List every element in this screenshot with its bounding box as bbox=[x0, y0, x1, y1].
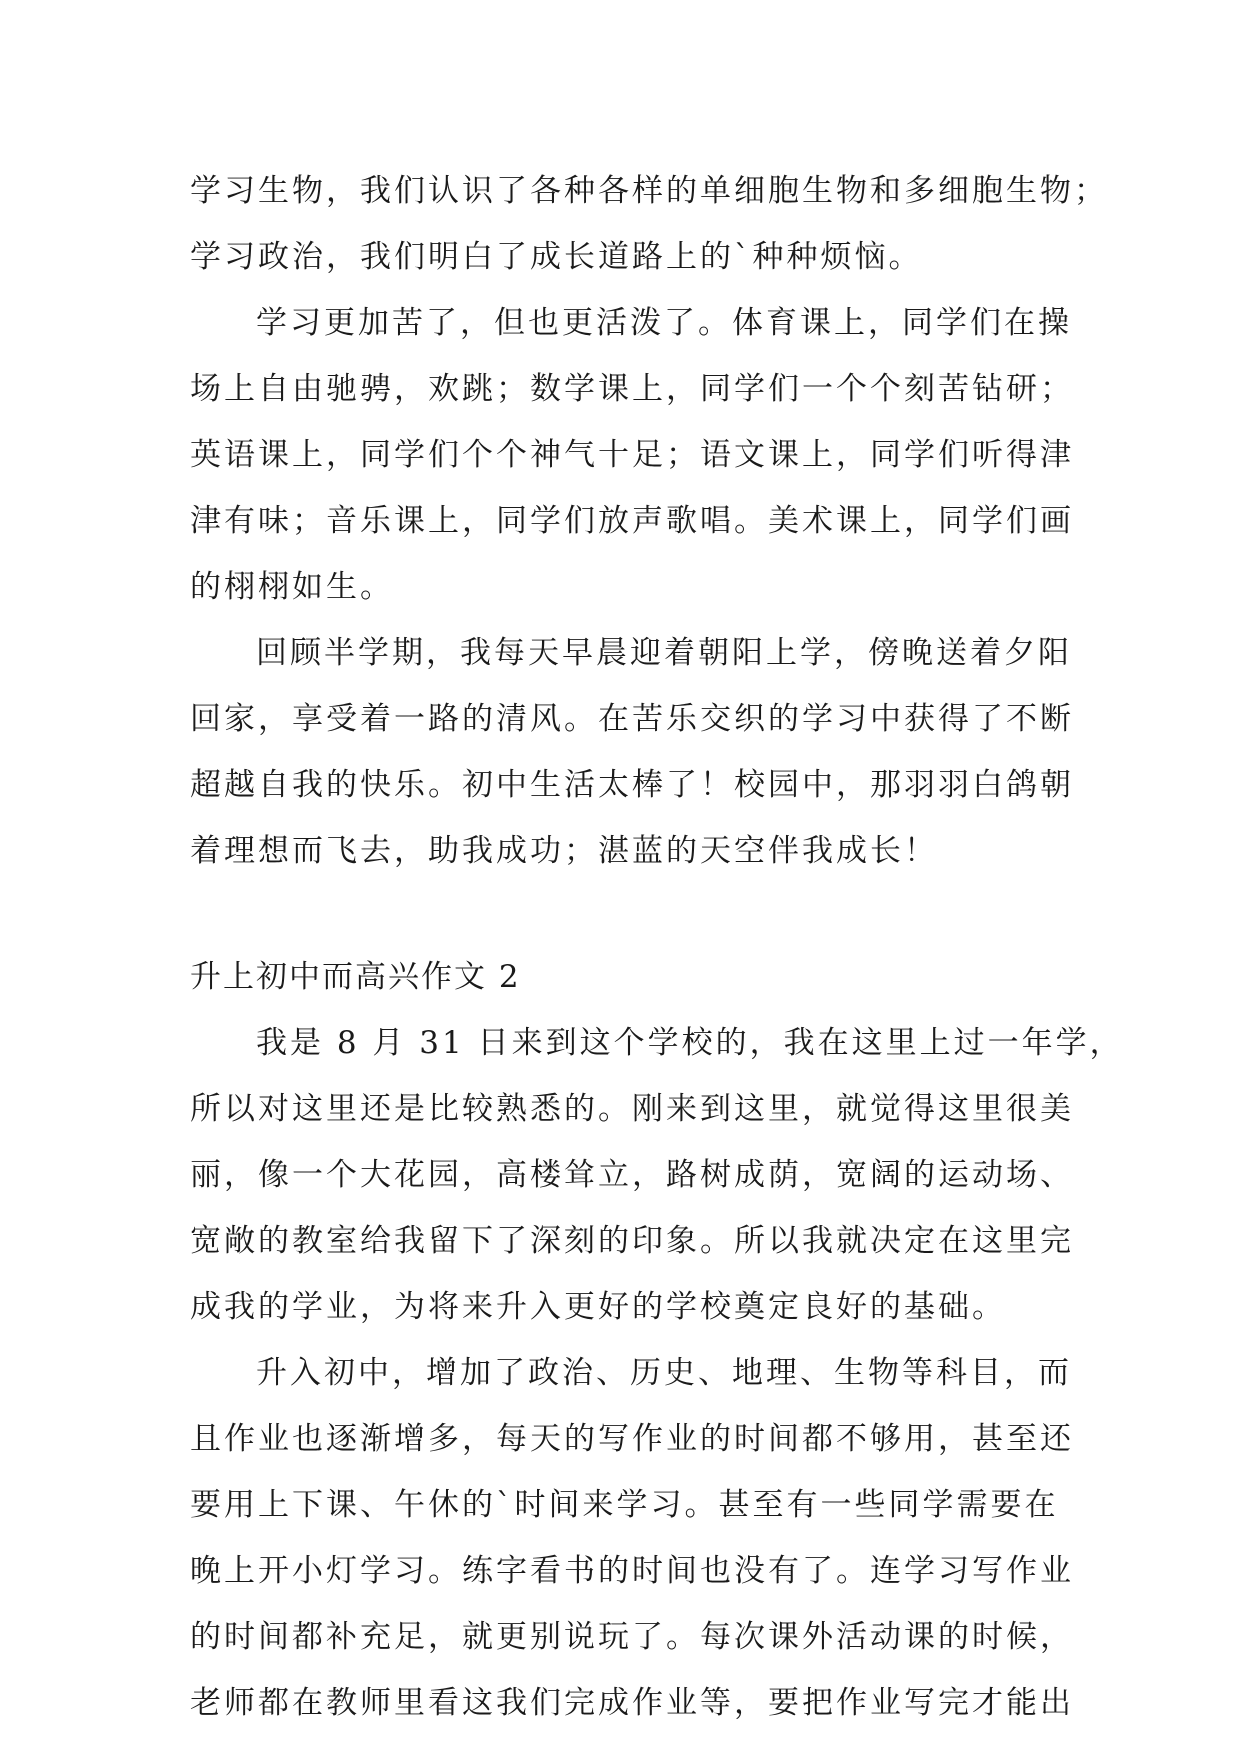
text-line: 的时间都补充足，就更别说玩了。每次课外活动课的时候， bbox=[190, 1619, 1074, 1655]
text-line: 超越自我的快乐。初中生活太棒了！校园中，那羽羽白鸽朝 bbox=[190, 767, 1074, 803]
text-line: 学习更加苦了，但也更活泼了。体育课上，同学们在操 bbox=[256, 305, 1072, 341]
paragraph-3 bbox=[190, 620, 1074, 884]
paragraph-1 bbox=[190, 158, 1108, 290]
text-line: 的栩栩如生。 bbox=[190, 569, 394, 605]
paragraph-4 bbox=[190, 1010, 1124, 1340]
text-line: 场上自由驰骋，欢跳；数学课上，同学们一个个刻苦钻研； bbox=[190, 371, 1074, 407]
text-line: 回顾半学期，我每天早晨迎着朝阳上学，傍晚送着夕阳 bbox=[256, 635, 1072, 671]
text-line: 丽，像一个大花园，高楼耸立，路树成荫，宽阔的运动场、 bbox=[190, 1157, 1074, 1193]
text-line: 所以对这里还是比较熟悉的。刚来到这里，就觉得这里很美 bbox=[190, 1091, 1074, 1127]
paragraph-2 bbox=[190, 290, 1074, 620]
text-line: 学习生物，我们认识了各种各样的单细胞生物和多细胞生物； bbox=[190, 173, 1108, 209]
text-line: 着理想而飞去，助我成功；湛蓝的天空伴我成长！ bbox=[190, 833, 938, 869]
text-line: 升入初中，增加了政治、历史、地理、生物等科目，而 bbox=[256, 1355, 1072, 1391]
document-body bbox=[190, 158, 1124, 1736]
text-line: 回家，享受着一路的清风。在苦乐交织的学习中获得了不断 bbox=[190, 701, 1074, 737]
text-line: 学习政治，我们明白了成长道路上的`种种烦恼。 bbox=[190, 239, 923, 275]
text-line: 且作业也逐渐增多，每天的写作业的时间都不够用，甚至还 bbox=[190, 1421, 1074, 1457]
text-line: 宽敞的教室给我留下了深刻的印象。所以我就决定在这里完 bbox=[190, 1223, 1074, 1259]
text-line: 晚上开小灯学习。练字看书的时间也没有了。连学习写作业 bbox=[190, 1553, 1074, 1589]
paragraph-5 bbox=[190, 1340, 1074, 1736]
text-line: 要用上下课、午休的`时间来学习。甚至有一些同学需要在 bbox=[190, 1487, 1059, 1523]
essay-heading: 升上初中而高兴作文 2 bbox=[190, 959, 521, 995]
text-line: 津有味；音乐课上，同学们放声歌唱。美术课上，同学们画 bbox=[190, 503, 1074, 539]
text-line: 成我的学业，为将来升入更好的学校奠定良好的基础。 bbox=[190, 1289, 1006, 1325]
text-line: 我是 8 月 31 日来到这个学校的，我在这里上过一年学， bbox=[256, 1025, 1124, 1061]
text-line: 老师都在教师里看这我们完成作业等，要把作业写完才能出 bbox=[190, 1685, 1074, 1721]
text-line: 英语课上，同学们个个神气十足；语文课上，同学们听得津 bbox=[190, 437, 1074, 473]
